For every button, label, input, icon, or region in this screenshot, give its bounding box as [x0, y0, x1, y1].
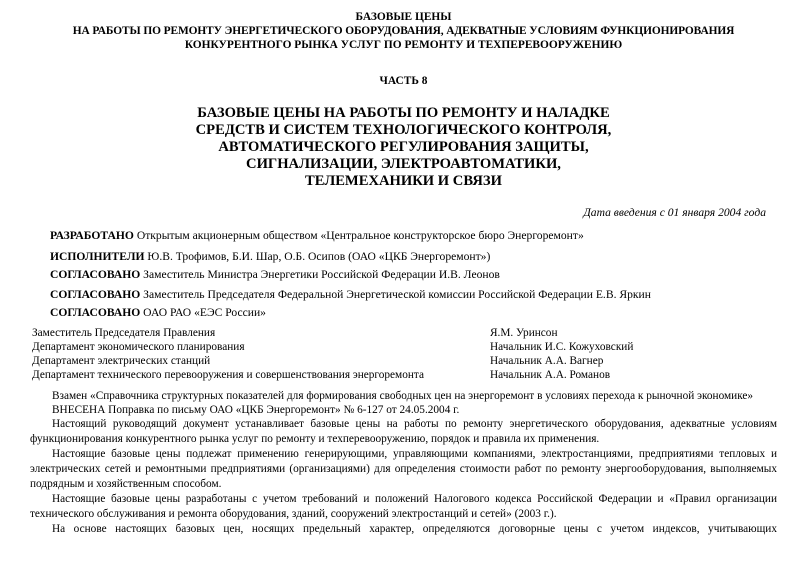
title-line-3: АВТОМАТИЧЕСКОГО РЕГУЛИРОВАНИЯ ЗАЩИТЫ,: [218, 139, 589, 155]
header-line-1: БАЗОВЫЕ ЦЕНЫ: [355, 11, 452, 23]
effective-date: Дата введения с 01 января 2004 года: [583, 206, 766, 219]
title-line-5: ТЕЛЕМЕХАНИКИ И СВЯЗИ: [305, 173, 502, 189]
paragraph-2: Настоящие базовые цены подлежат применению генерирующими, управляющими компаниями, электростанциями, предприятиями тепловых и электрических сетей и ремонтными предприятиями (организациями) для определения стоимости работ по ремонту энергооборудования, выполняемых подрядным и хозяйственным способом.: [30, 448, 777, 490]
signatory-position: Департамент технического перевооружения и совершенствования энергоремонта: [32, 369, 424, 381]
approval-label: СОГЛАСОВАНО: [50, 306, 141, 319]
signatory-position: Заместитель Председателя Правления: [32, 327, 216, 339]
signatory-name: Начальник И.С. Кожуховский: [490, 341, 634, 353]
amendment-note: ВНЕСЕНА Поправка по письму ОАО «ЦКБ Энергоремонт» № 6-127 от 24.05.2004 г.: [52, 404, 460, 416]
approval-text: ОАО РАО «ЕЭС России»: [143, 306, 266, 319]
approval-agreed-rao: [50, 306, 266, 319]
header-line-3: КОНКУРЕНТНОГО РЫНКА УСЛУГ ПО РЕМОНТУ И ТЕХПЕРЕВООРУЖЕНИЮ: [184, 39, 623, 51]
approval-agreed-ministry: [50, 268, 500, 281]
approval-label: СОГЛАСОВАНО: [50, 268, 141, 281]
approval-executors: [50, 250, 490, 263]
approval-label: СОГЛАСОВАНО: [50, 288, 141, 301]
approval-label: ИСПОЛНИТЕЛИ: [50, 250, 145, 263]
signatory-position: Департамент электрических станций: [32, 355, 211, 367]
approval-text: Открытым акционерным обществом «Центральное конструкторское бюро Энергоремонт»: [136, 229, 584, 242]
title-line-2: СРЕДСТВ И СИСТЕМ ТЕХНОЛОГИЧЕСКОГО КОНТРОЛЯ,: [195, 122, 612, 138]
approval-text: Ю.В. Трофимов, Б.И. Шар, О.Б. Осипов (ОАО «ЦКБ Энергоремонт»): [147, 250, 491, 263]
paragraph-1: Настоящий руководящий документ устанавливает базовые цены на работы по ремонту энергетического оборудования, адекватные условиям функционирования конкурентного рынка услуг по ремонту и техперевооружению, порядок и правила их применения.: [30, 418, 777, 445]
signatory-position: Департамент экономического планирования: [32, 341, 245, 353]
title-line-1: БАЗОВЫЕ ЦЕНЫ НА РАБОТЫ ПО РЕМОНТУ И НАЛАДКЕ: [197, 105, 610, 121]
approval-label: РАЗРАБОТАНО: [50, 229, 134, 242]
part-number: ЧАСТЬ 8: [379, 75, 428, 87]
signatory-name: Я.М. Уринсон: [490, 327, 558, 339]
title-line-4: СИГНАЛИЗАЦИИ, ЭЛЕКТРОАВТОМАТИКИ,: [246, 156, 561, 172]
approval-developed: [50, 229, 584, 242]
header-line-2: НА РАБОТЫ ПО РЕМОНТУ ЭНЕРГЕТИЧЕСКОГО ОБОРУДОВАНИЯ, АДЕКВАТНЫЕ УСЛОВИЯМ ФУНКЦИОНИРОВАНИЯ: [72, 25, 735, 37]
paragraph-4: На основе настоящих базовых цен, носящих предельный характер, определяются договорные цены с учетом индексов, учитывающих: [52, 523, 777, 535]
signatory-name: Начальник А.А. Вагнер: [490, 355, 604, 367]
approval-text: Заместитель Министра Энергетики Российской Федерации И.В. Леонов: [143, 268, 500, 281]
signatory-name: Начальник А.А. Романов: [490, 369, 611, 381]
replaces-note: Взамен «Справочника структурных показателей для формирования свободных цен на энергоремонт в условиях перехода к рыночной экономике»: [52, 390, 754, 402]
paragraph-3: Настоящие базовые цены разработаны с учетом требований и положений Налогового кодекса Российской Федерации и «Правил организации технического обслуживания и ремонта оборудования, зданий, сооружений электростанций и сетей» (2003 г.).: [30, 493, 777, 520]
approval-text: Заместитель Председателя Федеральной Энергетической комиссии Российской Федерации Е.В. Яркин: [143, 288, 651, 301]
approval-agreed-commission: [50, 288, 651, 301]
